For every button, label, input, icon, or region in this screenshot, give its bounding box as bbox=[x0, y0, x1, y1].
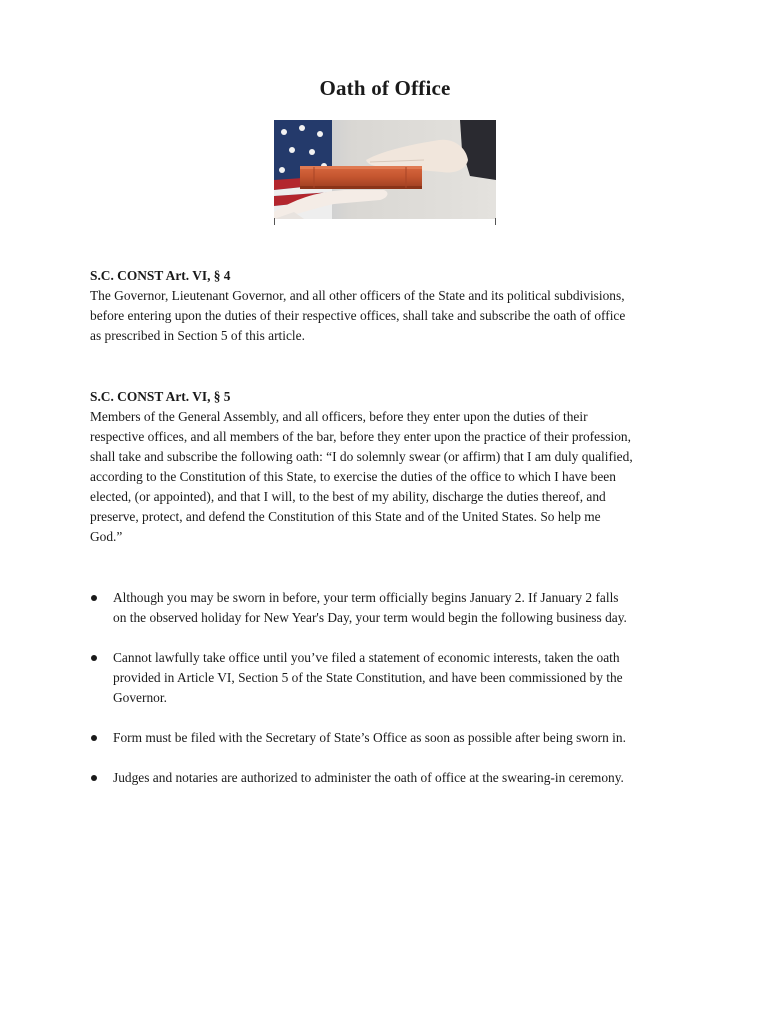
oath-photo bbox=[274, 120, 496, 219]
list-item-line: Cannot lawfully take office until you’ve filed a statement of economic interests, taken the oath bbox=[113, 650, 620, 665]
list-item-line: Although you may be sworn in before, your term officially begins January 2. If January 2 falls bbox=[113, 590, 619, 605]
list-item-line: on the observed holiday for New Year's Day, your term would begin the following business day. bbox=[113, 610, 627, 625]
photo-frame-mark-left bbox=[274, 218, 275, 225]
section-line: The Governor, Lieutenant Governor, and all other officers of the State and its political subdivisions, bbox=[90, 288, 625, 303]
list-item-line: provided in Article VI, Section 5 of the State Constitution, and have been commissioned by the bbox=[113, 670, 623, 685]
section-line: preserve, protect, and defend the Constitution of this State and of the United States. So help me bbox=[90, 509, 601, 524]
section-heading: S.C. CONST Art. VI, § 4 bbox=[90, 268, 231, 283]
section-body bbox=[90, 407, 680, 547]
section-line: shall take and subscribe the following oath: “I do solemnly swear (or affirm) that I am duly qualified, bbox=[90, 449, 633, 464]
section-line: according to the Constitution of this State, to exercise the duties of the office to which I have been bbox=[90, 469, 616, 484]
list-item bbox=[90, 648, 690, 708]
section-line: elected, (or appointed), and that I will, to the best of my ability, discharge the duties thereof, and bbox=[90, 489, 606, 504]
section-heading: S.C. CONST Art. VI, § 5 bbox=[90, 389, 231, 404]
list-item-line: Governor. bbox=[113, 690, 167, 705]
photo-frame-mark-right bbox=[495, 218, 496, 225]
bullet-icon bbox=[91, 595, 97, 601]
bullet-icon bbox=[91, 735, 97, 741]
page-title: Oath of Office bbox=[319, 76, 451, 100]
bullet-list bbox=[90, 588, 690, 808]
section-art-vi-5 bbox=[90, 387, 680, 547]
section-line: respective offices, and all members of the bar, before they enter upon the practice of their profession, bbox=[90, 429, 631, 444]
bullet-icon bbox=[91, 775, 97, 781]
oath-swearing-photo-icon bbox=[274, 120, 496, 219]
bullet-icon bbox=[91, 655, 97, 661]
section-line: Members of the General Assembly, and all officers, before they enter upon the duties of their bbox=[90, 409, 588, 424]
photo-frame-marks bbox=[274, 218, 496, 226]
section-line: as prescribed in Section 5 of this article. bbox=[90, 328, 305, 343]
list-item bbox=[90, 728, 690, 748]
section-art-vi-4 bbox=[90, 266, 680, 346]
section-line: before entering upon the duties of their respective offices, shall take and subscribe the oath of office bbox=[90, 308, 626, 323]
list-item-line: Form must be filed with the Secretary of State’s Office as soon as possible after being sworn in. bbox=[113, 730, 626, 745]
section-body bbox=[90, 286, 680, 346]
list-item-line: Judges and notaries are authorized to administer the oath of office at the swearing-in ceremony. bbox=[113, 770, 624, 785]
list-item bbox=[90, 588, 690, 628]
section-line: God.” bbox=[90, 529, 123, 544]
list-item bbox=[90, 768, 690, 788]
